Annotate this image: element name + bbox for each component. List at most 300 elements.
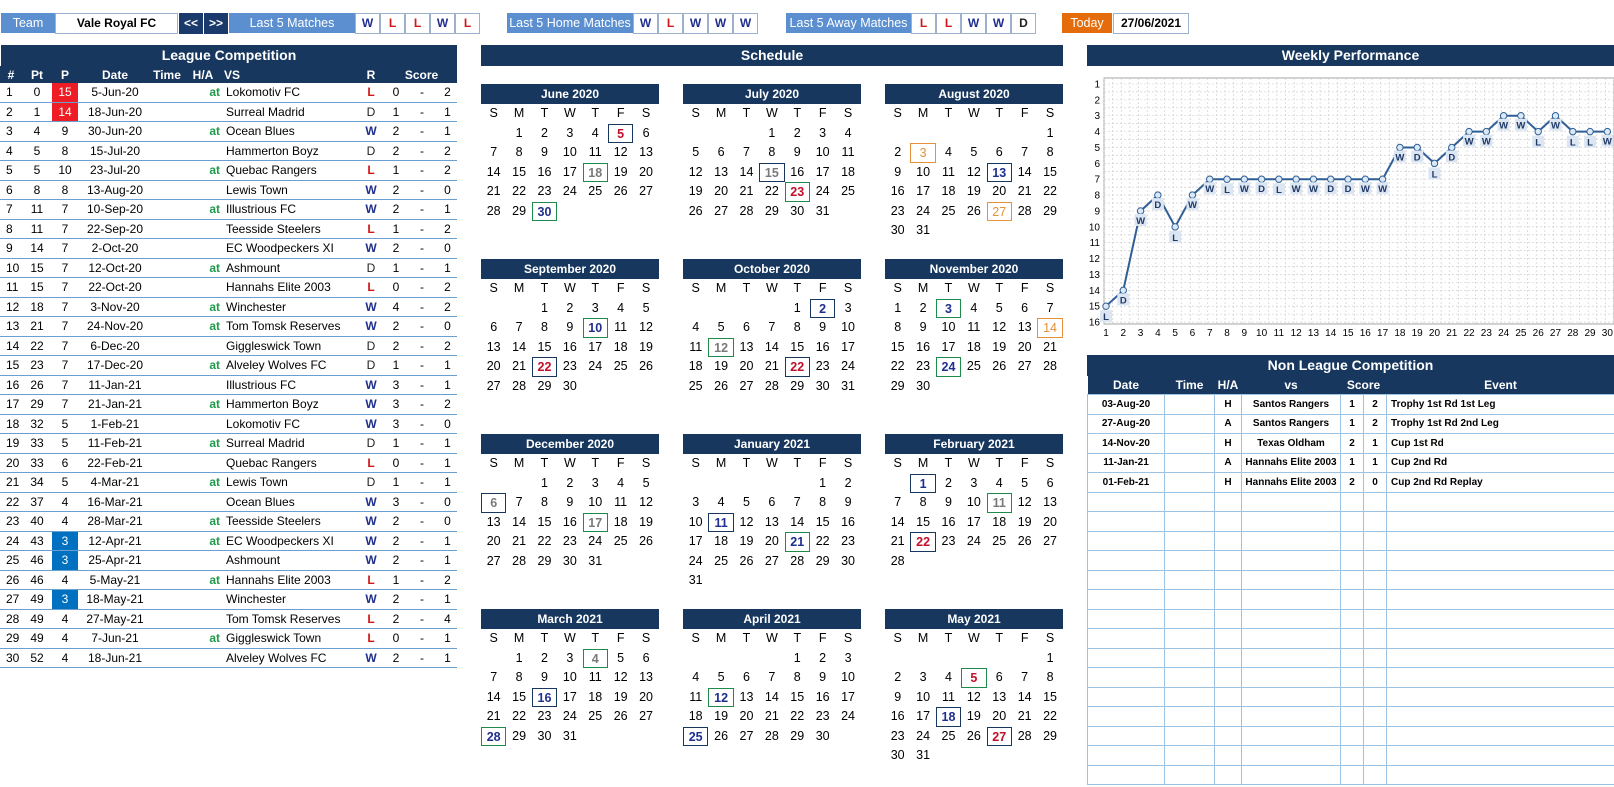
calendar-day[interactable]: 1	[1046, 650, 1054, 665]
calendar-day[interactable]: 28	[1043, 359, 1057, 373]
calendar-day[interactable]: 5	[692, 145, 700, 159]
nl-empty-cell[interactable]	[1364, 590, 1387, 610]
calendar-day[interactable]: 18	[941, 184, 956, 198]
calendar-day[interactable]: 10	[966, 495, 981, 509]
calendar-day[interactable]: 9	[819, 320, 827, 334]
calendar-day[interactable]: 4	[717, 495, 725, 509]
calendar-day[interactable]: 19	[992, 339, 1007, 354]
calendar-day[interactable]: 3	[844, 650, 852, 665]
calendar-day[interactable]: 29	[512, 203, 527, 218]
calendar-day[interactable]: 22	[537, 534, 552, 548]
match-day[interactable]: 4	[583, 649, 608, 669]
calendar-day[interactable]: 14	[486, 689, 501, 704]
nl-empty-cell[interactable]	[1088, 726, 1165, 746]
calendar-day[interactable]: 21	[890, 534, 905, 548]
calendar-day[interactable]: 22	[764, 184, 779, 198]
calendar-day[interactable]: 10	[841, 670, 855, 684]
calendar-day[interactable]: 3	[844, 300, 852, 315]
calendar-day[interactable]: 8	[919, 495, 927, 509]
calendar-day[interactable]: 20	[1017, 339, 1032, 354]
calendar-day[interactable]: 12	[966, 689, 981, 704]
calendar-day[interactable]: 4	[617, 300, 625, 315]
calendar-day[interactable]: 19	[688, 184, 703, 198]
calendar-day[interactable]: 26	[639, 534, 653, 548]
calendar-day[interactable]: 27	[739, 378, 754, 393]
match-day[interactable]: 18	[583, 163, 608, 183]
nl-empty-cell[interactable]	[1165, 512, 1215, 532]
calendar-day[interactable]: 20	[739, 709, 754, 723]
nl-empty-cell[interactable]	[1088, 707, 1165, 727]
calendar-day[interactable]: 20	[1043, 514, 1057, 529]
calendar-day[interactable]: 16	[890, 709, 905, 723]
calendar-day[interactable]: 14	[512, 514, 527, 529]
calendar-day[interactable]: 22	[1043, 709, 1057, 723]
calendar-day[interactable]: 20	[486, 359, 501, 373]
match-day[interactable]: 5	[961, 668, 986, 688]
nl-empty-cell[interactable]	[1165, 629, 1215, 649]
nl-empty-cell[interactable]	[1387, 512, 1614, 532]
nl-empty-cell[interactable]	[1088, 629, 1165, 649]
calendar-day[interactable]: 14	[764, 689, 779, 704]
calendar-day[interactable]: 19	[714, 709, 729, 723]
calendar-day[interactable]: 1	[1046, 125, 1054, 140]
calendar-day[interactable]: 5	[970, 145, 978, 159]
calendar-day[interactable]: 1	[515, 125, 523, 140]
calendar-day[interactable]: 1	[541, 475, 548, 490]
calendar-day[interactable]: 15	[512, 689, 527, 704]
calendar-day[interactable]: 19	[639, 514, 653, 529]
nl-empty-cell[interactable]	[1215, 492, 1242, 512]
calendar-day[interactable]: 16	[790, 164, 805, 179]
match-day[interactable]: 22	[785, 357, 810, 377]
calendar-day[interactable]: 10	[815, 145, 830, 159]
nl-empty-cell[interactable]	[1387, 551, 1614, 571]
nl-empty-cell[interactable]	[1364, 629, 1387, 649]
calendar-day[interactable]: 2	[894, 670, 902, 684]
calendar-day[interactable]: 12	[992, 320, 1007, 334]
nl-empty-cell[interactable]	[1242, 609, 1341, 629]
calendar-day[interactable]: 12	[639, 495, 653, 509]
nl-empty-cell[interactable]	[1387, 531, 1614, 551]
calendar-day[interactable]: 7	[743, 145, 750, 159]
calendar-day[interactable]: 1	[515, 650, 523, 665]
calendar-day[interactable]: 20	[486, 534, 501, 548]
calendar-day[interactable]: 17	[841, 689, 855, 704]
calendar-day[interactable]: 2	[541, 125, 548, 140]
match-day[interactable]: 11	[987, 493, 1012, 513]
calendar-day[interactable]: 7	[515, 320, 523, 334]
calendar-day[interactable]: 7	[768, 320, 776, 334]
calendar-day[interactable]: 26	[966, 728, 981, 743]
calendar-day[interactable]: 30	[562, 378, 577, 393]
calendar-day[interactable]: 7	[768, 670, 776, 684]
calendar-day[interactable]: 12	[739, 514, 754, 529]
calendar-day[interactable]: 1	[819, 475, 827, 490]
calendar-day[interactable]: 10	[688, 514, 703, 529]
nl-empty-cell[interactable]	[1215, 687, 1242, 707]
calendar-day[interactable]: 29	[1043, 728, 1057, 743]
calendar-day[interactable]: 20	[764, 534, 779, 548]
calendar-day[interactable]: 7	[515, 495, 523, 509]
calendar-day[interactable]: 24	[966, 534, 981, 548]
calendar-day[interactable]: 23	[815, 359, 830, 373]
nl-empty-cell[interactable]	[1341, 746, 1364, 766]
nl-empty-cell[interactable]	[1242, 629, 1341, 649]
calendar-day[interactable]: 8	[894, 320, 902, 334]
nl-empty-cell[interactable]	[1215, 668, 1242, 688]
nl-empty-cell[interactable]	[1242, 551, 1341, 571]
calendar-day[interactable]: 24	[916, 203, 931, 218]
nl-empty-cell[interactable]	[1165, 648, 1215, 668]
nl-empty-cell[interactable]	[1387, 707, 1614, 727]
calendar-day[interactable]: 21	[739, 184, 754, 198]
calendar-day[interactable]: 7	[1021, 145, 1029, 159]
calendar-day[interactable]: 30	[890, 748, 905, 762]
nl-empty-cell[interactable]	[1364, 531, 1387, 551]
calendar-day[interactable]: 5	[617, 650, 625, 665]
calendar-day[interactable]: 17	[941, 339, 956, 354]
calendar-day[interactable]: 11	[689, 339, 703, 354]
calendar-day[interactable]: 25	[588, 184, 603, 198]
calendar-day[interactable]: 6	[642, 125, 650, 140]
calendar-day[interactable]: 8	[819, 495, 827, 509]
calendar-day[interactable]: 18	[688, 709, 703, 723]
calendar-day[interactable]: 25	[966, 359, 981, 373]
calendar-day[interactable]: 9	[566, 320, 574, 334]
nl-empty-cell[interactable]	[1165, 668, 1215, 688]
calendar-day[interactable]: 2	[894, 145, 902, 159]
calendar-day[interactable]: 1	[768, 125, 776, 140]
match-day[interactable]: 25	[683, 727, 708, 747]
calendar-day[interactable]: 2	[566, 300, 574, 315]
nl-empty-cell[interactable]	[1088, 687, 1165, 707]
nl-empty-cell[interactable]	[1215, 531, 1242, 551]
calendar-day[interactable]: 28	[512, 553, 527, 568]
calendar-day[interactable]: 15	[512, 164, 527, 179]
calendar-day[interactable]: 21	[764, 359, 779, 373]
nl-empty-cell[interactable]	[1242, 512, 1341, 532]
calendar-day[interactable]: 6	[1021, 300, 1029, 315]
calendar-day[interactable]: 10	[562, 670, 577, 684]
match-day[interactable]: 17	[583, 513, 608, 533]
calendar-day[interactable]: 8	[515, 145, 523, 159]
calendar-day[interactable]: 27	[1017, 359, 1032, 373]
calendar-day[interactable]: 13	[639, 145, 653, 159]
calendar-day[interactable]: 17	[916, 184, 931, 198]
nl-empty-cell[interactable]	[1364, 570, 1387, 590]
calendar-day[interactable]: 9	[541, 670, 548, 684]
nl-empty-cell[interactable]	[1341, 531, 1364, 551]
nl-empty-cell[interactable]	[1364, 648, 1387, 668]
nl-empty-cell[interactable]	[1341, 707, 1364, 727]
nl-empty-cell[interactable]	[1387, 668, 1614, 688]
calendar-day[interactable]: 11	[941, 164, 955, 179]
calendar-day[interactable]: 25	[613, 359, 628, 373]
nl-empty-cell[interactable]	[1088, 648, 1165, 668]
calendar-day[interactable]: 4	[945, 145, 952, 159]
nl-empty-cell[interactable]	[1341, 492, 1364, 512]
calendar-day[interactable]: 28	[1017, 203, 1032, 218]
calendar-day[interactable]: 30	[841, 553, 855, 568]
calendar-day[interactable]: 12	[966, 164, 981, 179]
calendar-day[interactable]: 16	[562, 514, 577, 529]
calendar-day[interactable]: 28	[486, 203, 501, 218]
calendar-day[interactable]: 12	[613, 145, 628, 159]
calendar-day[interactable]: 15	[815, 514, 830, 529]
nl-empty-cell[interactable]	[1387, 746, 1614, 766]
calendar-day[interactable]: 12	[639, 320, 653, 334]
calendar-day[interactable]: 5	[642, 475, 650, 490]
calendar-day[interactable]: 9	[541, 145, 548, 159]
match-day[interactable]: 27	[987, 202, 1012, 222]
calendar-day[interactable]: 17	[588, 339, 603, 354]
calendar-day[interactable]: 27	[486, 378, 501, 393]
calendar-day[interactable]: 18	[613, 514, 628, 529]
nl-empty-cell[interactable]	[1364, 746, 1387, 766]
calendar-day[interactable]: 30	[890, 223, 905, 237]
calendar-day[interactable]: 8	[793, 670, 801, 684]
calendar-day[interactable]: 24	[562, 184, 577, 198]
calendar-day[interactable]: 25	[941, 203, 956, 218]
calendar-day[interactable]: 16	[890, 184, 905, 198]
calendar-day[interactable]: 9	[919, 320, 927, 334]
calendar-day[interactable]: 15	[537, 514, 552, 529]
nl-empty-cell[interactable]	[1215, 648, 1242, 668]
calendar-day[interactable]: 6	[743, 670, 750, 684]
calendar-day[interactable]: 21	[486, 184, 501, 198]
calendar-day[interactable]: 1	[541, 300, 548, 315]
nl-empty-cell[interactable]	[1387, 609, 1614, 629]
calendar-day[interactable]: 24	[562, 709, 577, 723]
calendar-day[interactable]: 19	[966, 184, 981, 198]
calendar-day[interactable]: 26	[966, 203, 981, 218]
calendar-day[interactable]: 28	[764, 728, 779, 743]
calendar-day[interactable]: 24	[841, 359, 855, 373]
calendar-day[interactable]: 19	[613, 164, 628, 179]
nl-empty-cell[interactable]	[1242, 765, 1341, 785]
calendar-day[interactable]: 3	[692, 495, 700, 509]
calendar-day[interactable]: 25	[941, 728, 956, 743]
calendar-day[interactable]: 19	[639, 339, 653, 354]
calendar-day[interactable]: 28	[739, 203, 754, 218]
calendar-day[interactable]: 24	[588, 534, 603, 548]
calendar-day[interactable]: 7	[793, 495, 801, 509]
nl-empty-cell[interactable]	[1387, 648, 1614, 668]
calendar-day[interactable]: 26	[688, 203, 703, 218]
calendar-day[interactable]: 10	[916, 689, 931, 704]
match-day[interactable]: 28	[481, 727, 506, 747]
calendar-day[interactable]: 9	[894, 689, 902, 704]
calendar-day[interactable]: 15	[890, 339, 905, 354]
nl-empty-cell[interactable]	[1215, 726, 1242, 746]
calendar-day[interactable]: 3	[819, 125, 827, 140]
calendar-day[interactable]: 22	[512, 184, 527, 198]
match-day[interactable]: 18	[936, 707, 961, 727]
calendar-day[interactable]: 16	[562, 339, 577, 354]
calendar-day[interactable]: 23	[916, 359, 931, 373]
calendar-day[interactable]: 3	[970, 475, 978, 490]
calendar-day[interactable]: 18	[966, 339, 981, 354]
nl-empty-cell[interactable]	[1341, 726, 1364, 746]
calendar-day[interactable]: 30	[815, 728, 830, 743]
nl-empty-cell[interactable]	[1387, 687, 1614, 707]
match-day[interactable]: 14	[1037, 318, 1062, 338]
calendar-day[interactable]: 29	[764, 203, 779, 218]
calendar-day[interactable]: 17	[562, 164, 577, 179]
nl-empty-cell[interactable]	[1215, 746, 1242, 766]
calendar-day[interactable]: 14	[890, 514, 905, 529]
calendar-day[interactable]: 21	[764, 709, 779, 723]
calendar-day[interactable]: 28	[512, 378, 527, 393]
calendar-day[interactable]: 17	[966, 514, 981, 529]
nl-empty-cell[interactable]	[1165, 531, 1215, 551]
calendar-day[interactable]: 7	[1021, 670, 1029, 684]
calendar-day[interactable]: 13	[992, 689, 1007, 704]
nl-empty-cell[interactable]	[1242, 746, 1341, 766]
calendar-day[interactable]: 26	[613, 184, 628, 198]
calendar-day[interactable]: 18	[688, 359, 703, 373]
nl-empty-cell[interactable]	[1088, 492, 1165, 512]
nl-empty-cell[interactable]	[1364, 668, 1387, 688]
nl-empty-cell[interactable]	[1242, 590, 1341, 610]
nl-empty-cell[interactable]	[1364, 492, 1387, 512]
calendar-day[interactable]: 6	[642, 650, 650, 665]
nl-empty-cell[interactable]	[1215, 707, 1242, 727]
nl-empty-cell[interactable]	[1242, 726, 1341, 746]
calendar-day[interactable]: 6	[995, 670, 1003, 684]
match-day[interactable]: 13	[987, 163, 1012, 183]
nl-empty-cell[interactable]	[1215, 609, 1242, 629]
nl-empty-cell[interactable]	[1165, 590, 1215, 610]
calendar-day[interactable]: 22	[1043, 184, 1057, 198]
calendar-day[interactable]: 27	[739, 728, 754, 743]
calendar-day[interactable]: 22	[790, 709, 805, 723]
calendar-day[interactable]: 17	[688, 534, 703, 548]
calendar-day[interactable]: 12	[688, 164, 703, 179]
calendar-day[interactable]: 2	[844, 475, 852, 490]
calendar-day[interactable]: 23	[562, 534, 577, 548]
calendar-day[interactable]: 6	[1046, 475, 1054, 490]
calendar-day[interactable]: 17	[562, 689, 577, 704]
calendar-day[interactable]: 25	[588, 709, 603, 723]
calendar-day[interactable]: 27	[639, 184, 653, 198]
nl-empty-cell[interactable]	[1242, 648, 1341, 668]
calendar-day[interactable]: 16	[841, 514, 855, 529]
calendar-day[interactable]: 3	[566, 650, 574, 665]
calendar-day[interactable]: 13	[639, 670, 653, 684]
calendar-day[interactable]: 10	[916, 164, 931, 179]
calendar-day[interactable]: 11	[614, 320, 628, 334]
calendar-day[interactable]: 17	[815, 164, 830, 179]
calendar-day[interactable]: 2	[566, 475, 574, 490]
match-day[interactable]: 10	[583, 318, 608, 338]
nl-empty-cell[interactable]	[1165, 687, 1215, 707]
calendar-day[interactable]: 3	[566, 125, 574, 140]
calendar-day[interactable]: 25	[714, 553, 729, 568]
calendar-day[interactable]: 18	[714, 534, 729, 548]
nl-empty-cell[interactable]	[1165, 765, 1215, 785]
calendar-day[interactable]: 5	[642, 300, 650, 315]
calendar-day[interactable]: 20	[714, 184, 729, 198]
match-day[interactable]: 22	[532, 357, 557, 377]
calendar-day[interactable]: 9	[894, 164, 902, 179]
nl-empty-cell[interactable]	[1341, 668, 1364, 688]
calendar-day[interactable]: 15	[790, 339, 805, 354]
calendar-day[interactable]: 9	[819, 670, 827, 684]
calendar-day[interactable]: 20	[739, 359, 754, 373]
nl-empty-cell[interactable]	[1215, 629, 1242, 649]
calendar-day[interactable]: 1	[894, 300, 902, 315]
calendar-day[interactable]: 18	[613, 339, 628, 354]
calendar-day[interactable]: 24	[841, 709, 855, 723]
nl-empty-cell[interactable]	[1165, 726, 1215, 746]
calendar-day[interactable]: 29	[890, 378, 905, 393]
nl-empty-cell[interactable]	[1242, 687, 1341, 707]
calendar-day[interactable]: 5	[1021, 475, 1029, 490]
calendar-day[interactable]: 6	[995, 145, 1003, 159]
calendar-day[interactable]: 19	[966, 709, 981, 723]
calendar-day[interactable]: 16	[815, 339, 830, 354]
calendar-day[interactable]: 8	[541, 320, 548, 334]
calendar-day[interactable]: 31	[688, 573, 703, 587]
calendar-day[interactable]: 11	[614, 495, 628, 509]
calendar-day[interactable]: 25	[613, 534, 628, 548]
calendar-day[interactable]: 23	[890, 728, 905, 743]
calendar-day[interactable]: 23	[841, 534, 855, 548]
calendar-day[interactable]: 23	[815, 709, 830, 723]
calendar-day[interactable]: 31	[916, 748, 931, 762]
calendar-day[interactable]: 8	[515, 670, 523, 684]
nl-empty-cell[interactable]	[1215, 590, 1242, 610]
calendar-day[interactable]: 14	[1017, 164, 1032, 179]
calendar-day[interactable]: 29	[815, 553, 830, 568]
calendar-day[interactable]: 7	[490, 670, 498, 684]
calendar-day[interactable]: 13	[714, 164, 729, 179]
calendar-day[interactable]: 22	[815, 534, 830, 548]
calendar-day[interactable]: 5	[995, 300, 1003, 315]
match-day[interactable]: 3	[910, 143, 935, 163]
nl-empty-cell[interactable]	[1165, 492, 1215, 512]
calendar-day[interactable]: 7	[1046, 300, 1054, 315]
calendar-day[interactable]: 11	[588, 145, 602, 159]
match-day[interactable]: 24	[936, 357, 961, 377]
nl-empty-cell[interactable]	[1215, 512, 1242, 532]
calendar-day[interactable]: 8	[768, 145, 776, 159]
calendar-day[interactable]: 15	[1043, 164, 1057, 179]
match-day[interactable]: 2	[810, 299, 835, 319]
calendar-day[interactable]: 11	[967, 320, 981, 334]
nl-empty-cell[interactable]	[1088, 551, 1165, 571]
calendar-day[interactable]: 31	[815, 203, 830, 218]
calendar-day[interactable]: 9	[566, 495, 574, 509]
calendar-day[interactable]: 19	[739, 534, 754, 548]
nl-empty-cell[interactable]	[1387, 629, 1614, 649]
calendar-day[interactable]: 21	[1043, 339, 1057, 354]
match-day[interactable]: 21	[785, 532, 810, 552]
nl-empty-cell[interactable]	[1165, 551, 1215, 571]
nl-empty-cell[interactable]	[1341, 551, 1364, 571]
calendar-day[interactable]: 30	[916, 378, 931, 393]
calendar-day[interactable]: 6	[743, 320, 750, 334]
calendar-day[interactable]: 14	[764, 339, 779, 354]
calendar-day[interactable]: 6	[490, 320, 498, 334]
calendar-day[interactable]: 26	[739, 553, 754, 568]
nl-empty-cell[interactable]	[1088, 570, 1165, 590]
nl-empty-cell[interactable]	[1088, 746, 1165, 766]
calendar-day[interactable]: 21	[486, 709, 501, 723]
match-day[interactable]: 22	[910, 532, 935, 552]
calendar-day[interactable]: 26	[1017, 534, 1032, 548]
